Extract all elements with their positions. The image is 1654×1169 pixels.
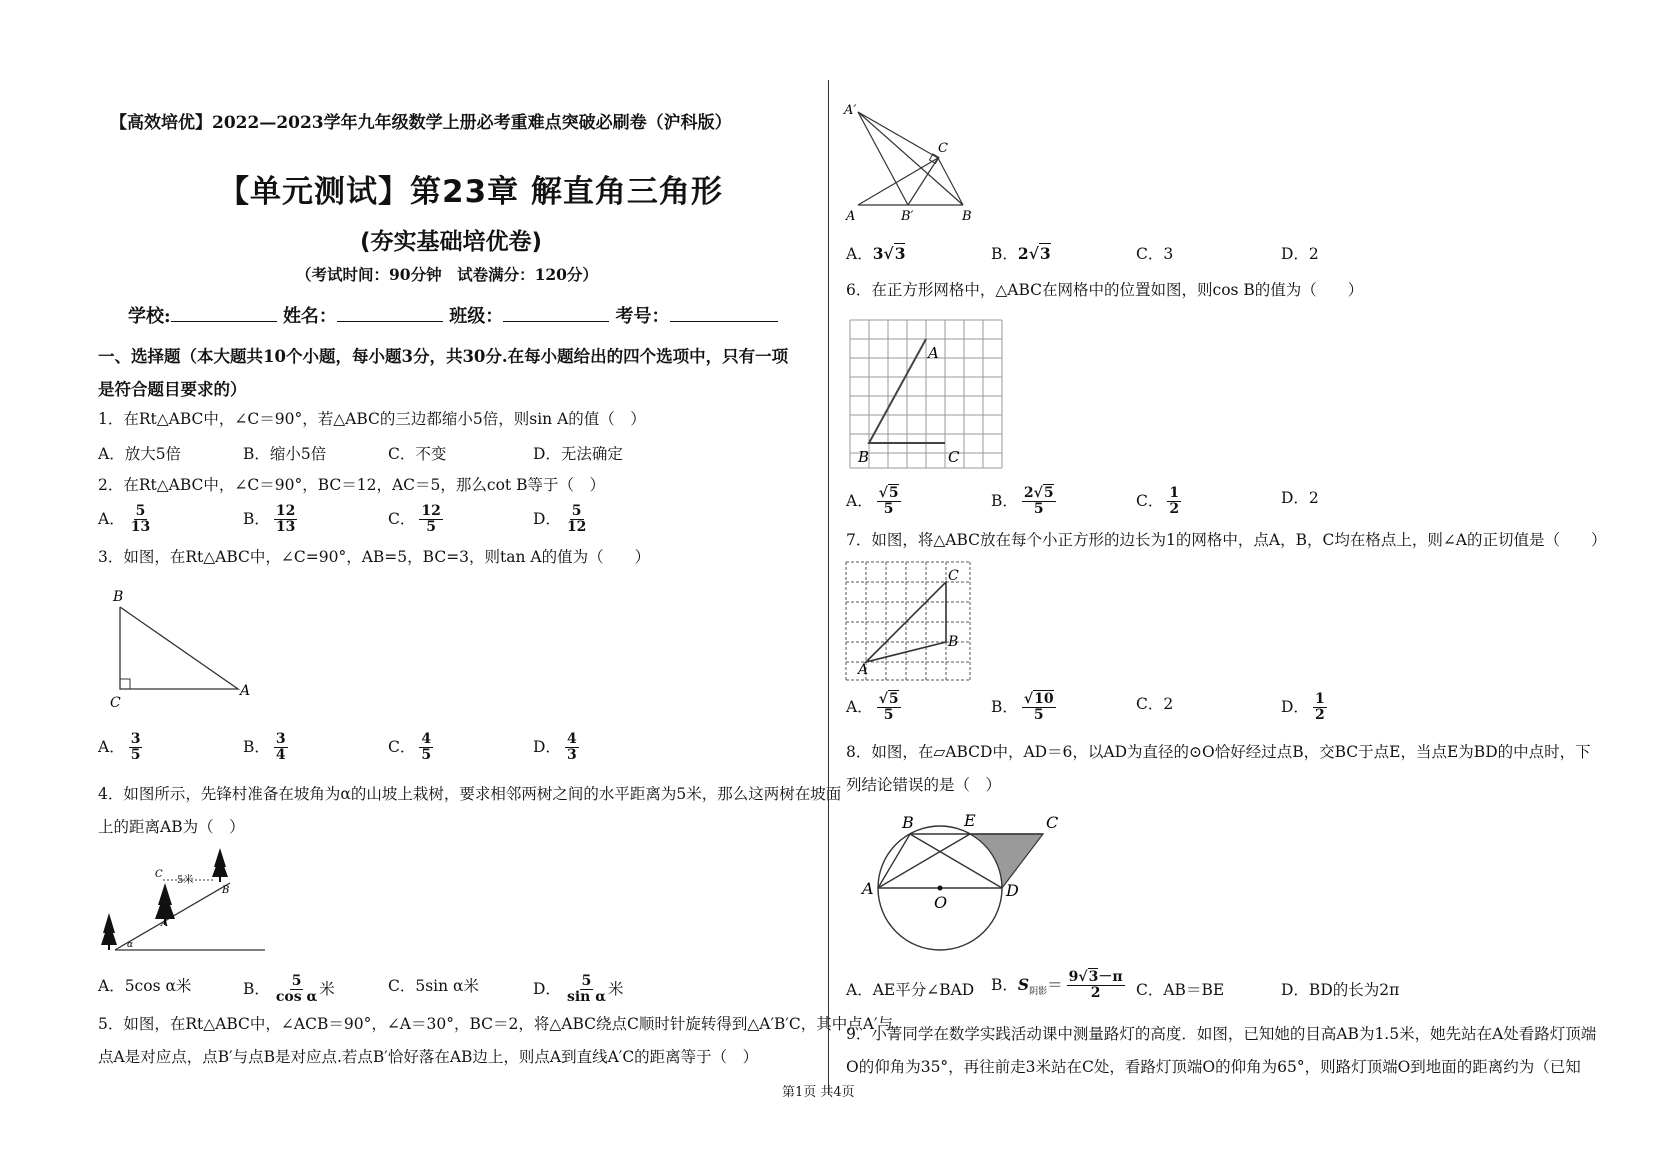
series-title: 【高效培优】2022—2023学年九年级数学上册必考重难点突破必刷卷（沪科版） (110, 113, 732, 133)
q8-label-a: A (862, 879, 874, 898)
q7-grid-figure (844, 560, 974, 685)
q8-option-d[interactable]: D．BD的长为2π (1281, 981, 1400, 999)
q5-option-c[interactable]: C．3 (1136, 245, 1174, 263)
page-footer: 第1页 共4页 (782, 1085, 855, 1100)
q4-label-alpha: α (127, 940, 134, 950)
q5-label-a-prime: A′ (844, 103, 857, 118)
class-field[interactable] (503, 305, 609, 322)
question-3: 3．如图，在Rt△ABC中，∠C=90°，AB=5，BC=3，则tan A的值为（ ） (98, 548, 651, 566)
question-9: 9．小菁同学在数学实践活动课中测量路灯的高度．如图，已知她的目高AB为1.5米，她先站在A处看路灯顶端 O的仰角为35°，再往前走3米站在C处，看路灯顶端O的仰角为65°，则路灯顶端O到地面的距离约为（已知 (846, 1025, 1597, 1076)
q6-option-a[interactable]: A． $\frac{√5}{5}$ (846, 485, 899, 518)
q8-option-b[interactable]: B．$S_{阴影}=$ $\frac{9√3-\pi}{2}$ (991, 969, 1123, 1002)
q3-label-c: C (110, 695, 121, 710)
question-4: 4．如图所示，先锋村准备在坡角为α的山坡上栽树，要求相邻两树之间的水平距离为5米，那么这两树在坡面 上的距离AB为（ ） (98, 785, 842, 836)
question-6: 6．在正方形网格中，△ABC在网格中的位置如图，则cos B的值为（ ） (846, 281, 1364, 299)
q1-option-c[interactable]: C．不变 (388, 445, 447, 463)
question-2: 2．在Rt△ABC中，∠C＝90°，BC＝12，AC＝5，那么cot B等于（ ） (98, 476, 605, 494)
q7-label-c: C (948, 568, 959, 584)
q1-option-a[interactable]: A．放大5倍 (98, 445, 182, 463)
q1-option-d[interactable]: D．无法确定 (533, 445, 623, 463)
q6-label-c: C (948, 448, 960, 466)
q5-option-a[interactable]: A．3√3 (846, 244, 906, 263)
question-5: 5．如图，在Rt△ABC中，∠ACB＝90°，∠A＝30°，BC＝2，将△ABC绕点C顺时针旋转得到△A′B′C，其中点A′与 点A是对应点，点B′与点B是对应点.若点B′恰好落在AB边上，则点A到直线A′C的距离等于（ ） (98, 1015, 893, 1066)
page-subtitle: (夯实基础培优卷) (360, 229, 543, 255)
name-label: 姓名： (282, 306, 337, 327)
q7-option-c[interactable]: C．2 (1136, 695, 1174, 713)
q4-option-d[interactable]: D． $\frac{5}{\text{sin α}}$ 米 (533, 973, 624, 1006)
name-field[interactable] (337, 305, 443, 322)
q8-label-o: O (934, 893, 948, 912)
q4-label-b: B (222, 885, 230, 896)
q8-label-b: B (902, 813, 914, 832)
school-label: 学校: (128, 306, 171, 327)
q5-label-b: B (962, 209, 972, 224)
q8-option-a[interactable]: A．AE平分∠BAD (846, 981, 975, 999)
q4-label-a: A (161, 918, 169, 929)
q8-label-d: D (1006, 881, 1019, 900)
exam-info: （考试时间：90分钟 试卷满分：120分） (296, 265, 598, 284)
q3-option-b[interactable]: B． $\frac{3}{4}$ (243, 731, 286, 764)
q3-triangle-figure (100, 585, 260, 710)
q7-option-d[interactable]: D． $\frac{1}{2}$ (1281, 691, 1325, 724)
q2-option-d[interactable]: D． $\frac{5}{12}$ (533, 503, 587, 536)
q3-option-a[interactable]: A． $\frac{3}{5}$ (98, 731, 141, 764)
section-heading: 一、选择题（本大题共10个小题，每小题3分，共30分.在每小题给出的四个选项中，只有一项 是符合题目要求的） (98, 347, 789, 399)
school-field[interactable] (171, 305, 277, 322)
q8-option-c[interactable]: C．AB＝BE (1136, 981, 1225, 999)
q8-label-c: C (1046, 813, 1059, 832)
q7-label-a: A (858, 662, 869, 678)
q5-label-a: A (846, 209, 856, 224)
q6-label-a: A (928, 344, 939, 362)
q5-label-c: C (938, 141, 948, 156)
q4-label-c: C (155, 869, 163, 880)
q3-label-b: B (113, 589, 124, 605)
q8-circle-figure (858, 812, 1068, 962)
question-7: 7．如图，将△ABC放在每个小正方形的边长为1的网格中，点A，B，C均在格点上，则∠A的正切值是（ ） (846, 531, 1607, 549)
q6-label-b: B (858, 448, 870, 466)
q5-option-b[interactable]: B．2√3 (991, 244, 1051, 263)
q3-label-a: A (240, 683, 251, 699)
q3-option-c[interactable]: C． $\frac{4}{5}$ (388, 731, 432, 764)
question-1: 1．在Rt△ABC中，∠C＝90°，若△ABC的三边都缩小5倍，则sin A的值（ ） (98, 410, 646, 428)
student-info-fields (128, 302, 778, 328)
q8-label-e: E (964, 812, 976, 830)
column-divider (828, 80, 829, 1095)
exam-number-field[interactable] (670, 305, 778, 322)
exam-number-label: 考号： (615, 306, 670, 327)
q2-option-b[interactable]: B． $\frac{12}{13}$ (243, 503, 296, 536)
class-label: 班级： (449, 306, 504, 327)
q6-option-b[interactable]: B． $\frac{2√5}{5}$ (991, 485, 1054, 518)
q6-option-c[interactable]: C． $\frac{1}{2}$ (1136, 485, 1180, 518)
question-8: 8．如图，在▱ABCD中，AD＝6，以AD为直径的⊙O恰好经过点B，交BC于点E，当点E为BD的中点时，下 列结论错误的是（ ） (846, 743, 1591, 794)
q3-option-d[interactable]: D． $\frac{4}{3}$ (533, 731, 577, 764)
q6-grid-figure (848, 318, 1008, 473)
q4-option-c[interactable]: C．5sin α米 (388, 977, 480, 995)
q6-option-d[interactable]: D．2 (1281, 489, 1319, 507)
q5-label-b-prime: B′ (901, 209, 914, 224)
q4-slope-figure (95, 843, 270, 955)
q2-option-c[interactable]: C． $\frac{12}{5}$ (388, 503, 441, 536)
q5-rotation-figure (838, 100, 988, 225)
q4-label-distance: 5米 (177, 875, 194, 886)
q1-option-b[interactable]: B．缩小5倍 (243, 445, 327, 463)
page-title: 【单元测试】第23章 解直角三角形 (218, 174, 723, 210)
q2-option-a[interactable]: A． $\frac{5}{13}$ (98, 503, 151, 536)
q4-option-b[interactable]: B． $\frac{5}{\text{cos α}}$ 米 (243, 973, 335, 1006)
q7-option-b[interactable]: B． $\frac{√10}{5}$ (991, 691, 1054, 724)
q5-option-d[interactable]: D．2 (1281, 245, 1319, 263)
q7-option-a[interactable]: A． $\frac{√5}{5}$ (846, 691, 899, 724)
q7-label-b: B (948, 634, 959, 650)
q4-option-a[interactable]: A．5cos α米 (98, 977, 192, 995)
